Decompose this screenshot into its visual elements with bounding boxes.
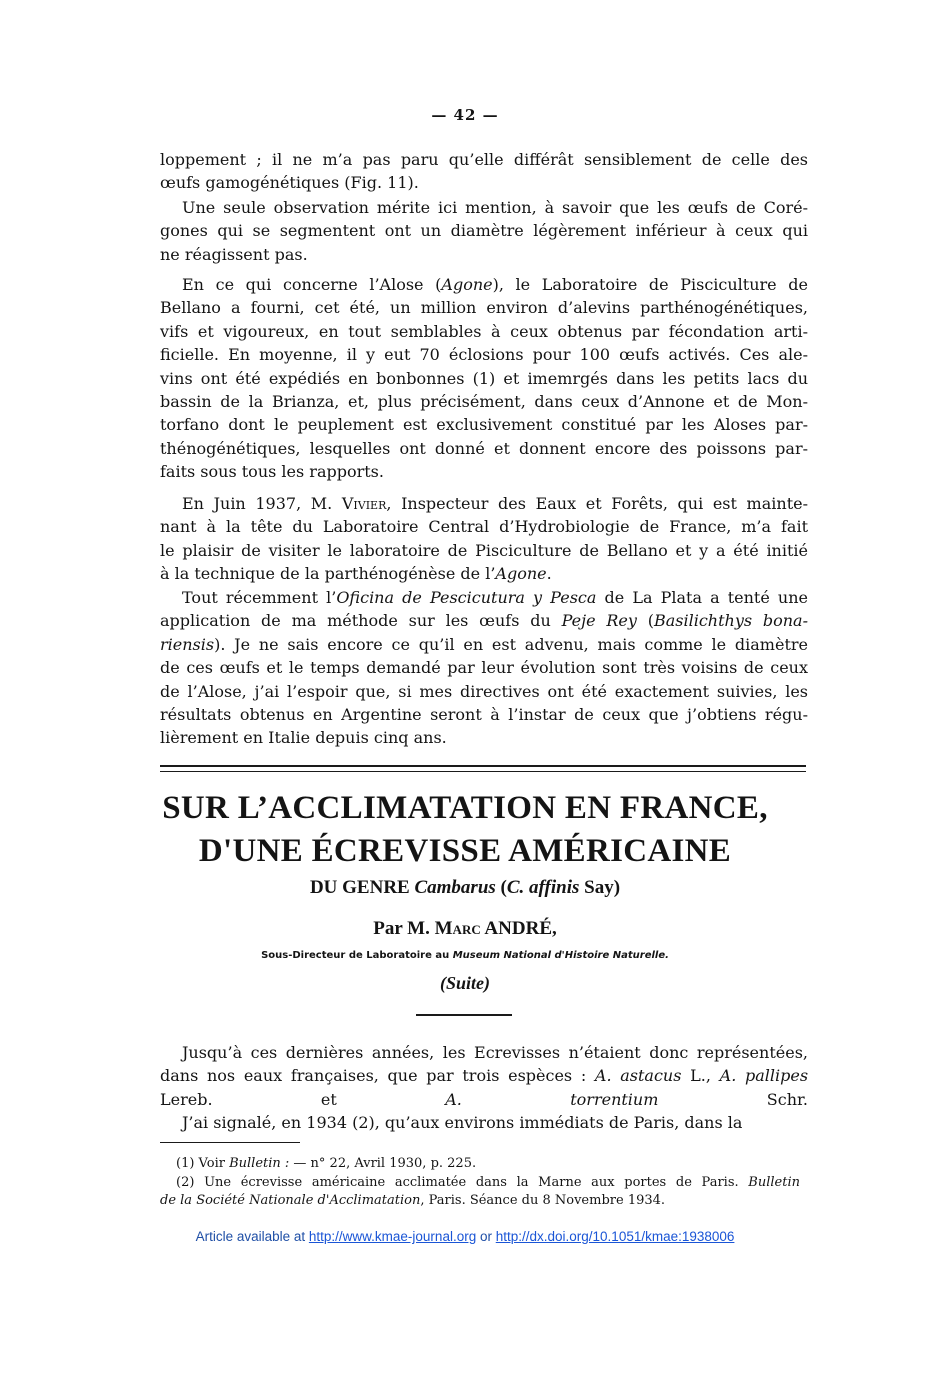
page-number: — 42 — [431,106,499,124]
text-line: Tout récemment l’Oficina de Pescicutura y Pesca de La Plata a tenté une [182,588,809,607]
article-subtitle: DU GENRE Cambarus (C. affinis Say) [309,877,621,898]
text-line: dans nos eaux françaises, que par trois espèces : A. astacus L., A. pallipes [160,1066,809,1086]
text-line: riensis). Je ne sais encore ce qu’il en est advenu, mais comme le diamètre [160,634,808,654]
section-divider-bottom [160,771,806,772]
text-line: œufs gamogénétiques (Fig. 11). [160,173,419,193]
footnote [160,1174,800,1210]
author-affiliation: Sous-Directeur de Laboratoire au Museum National d'Histoire Naturelle. [261,950,669,961]
text-line: nant à la tête du Laboratoire Central d’Hydrobiologie de France, m’a fait [160,517,808,537]
text-line: de ces œufs et le temps demandé par leur évolution sont très voisins de ceux [160,658,808,678]
body-paragraph [160,492,808,586]
text-line: (2) Une écrevisse américaine acclimatée dans la Marne aux portes de Paris. Bulletin [176,1175,800,1190]
text-line: faits sous tous les rapports. [160,462,384,482]
doi-link[interactable]: http://dx.doi.org/10.1051/kmae:1938006 [495,1229,735,1244]
text-line: lièrement en Italie depuis cinq ans. [160,728,447,748]
title-underline [416,1014,512,1016]
continued-label: (Suite) [439,973,490,993]
article-footer: Article available at http://www.kmae-journal.org or http://dx.doi.org/10.1051/kmae:1938006 [195,1229,735,1244]
text-line: le plaisir de visiter le laboratoire de Pisciculture de Bellano et y a été initié [160,540,808,560]
article-title-line-2: D'UNE ÉCREVISSE AMÉRICAINE [198,833,732,869]
text-line: à la technique de la parthénogénèse de l’Agone. [160,564,552,584]
text-line: Jusqu’à ces dernières années, les Ecrevisses n’étaient donc représentées, [182,1043,808,1062]
text-line: Une seule observation mérite ici mention, à savoir que les œufs de Coré- [182,198,808,217]
text-line: application de ma méthode sur les œufs du Peje Rey (Basilichthys bona- [160,611,808,631]
text-line: torfano dont le peuplement est exclusivement constitué par les Aloses par- [160,415,808,435]
text-line: vins ont été expédiés en bonbonnes (1) et imemrgés dans les petits lacs du [160,368,808,388]
text-line: (1) Voir Bulletin : — n° 22, Avril 1930, p. 225. [176,1156,477,1171]
footnote-rule [160,1142,300,1143]
body-paragraph [160,586,808,750]
text-line: J’ai signalé, en 1934 (2), qu’aux environs immédiats de Paris, dans la [182,1113,743,1133]
section-divider-top [160,765,806,767]
footnote [160,1155,800,1173]
text-line: vifs et vigoureux, en tout semblables à ceux obtenus par fécondation arti- [160,321,808,341]
text-line: bassin de la Brianza, et, plus précisément, dans ceux d’Annone et de Mon- [160,392,808,412]
body-paragraph [160,1041,808,1135]
text-line: résultats obtenus en Argentine seront à l’instar de ceux que j’obtiens régu- [160,705,808,725]
article-title-line-1: SUR L’ACCLIMATATION EN FRANCE, [162,790,768,826]
text-line: thénogénétiques, lesquelles ont donné et donnent encore des poissons par- [160,438,808,458]
text-line: En ce qui concerne l’Alose (Agone), le Laboratoire de Pisciculture de [182,275,808,294]
text-line: Lereb. et A. torrentium Schr. [160,1089,808,1109]
body-paragraph [160,196,808,266]
text-line: ne réagissent pas. [160,244,308,264]
text-line: de la Société Nationale d'Acclimatation, Paris. Séance du 8 Novembre 1934. [160,1193,666,1208]
body-paragraph [160,148,808,195]
article-author: Par M. Marc ANDRÉ, [373,918,557,939]
text-line: gones qui se segmentent ont un diamètre légèrement inférieur à ceux qui [160,221,808,241]
text-line: de l’Alose, j’ai l’espoir que, si mes directives ont été exactement suivies, les [160,681,808,701]
text-line: Bellano a fourni, cet été, un million environ d’alevins parthénogénétiques, [160,298,808,318]
text-line: loppement ; il ne m’a pas paru qu’elle différât sensiblement de celle des [160,150,808,169]
text-line: En Juin 1937, M. Vivier, Inspecteur des Eaux et Forêts, qui est mainte- [182,494,808,513]
kmae-journal-link[interactable]: http://www.kmae-journal.org [308,1229,477,1244]
body-paragraph [160,273,808,484]
text-line: ficielle. En moyenne, il y eut 70 éclosions pour 100 œufs activés. Ces ale- [160,345,808,365]
